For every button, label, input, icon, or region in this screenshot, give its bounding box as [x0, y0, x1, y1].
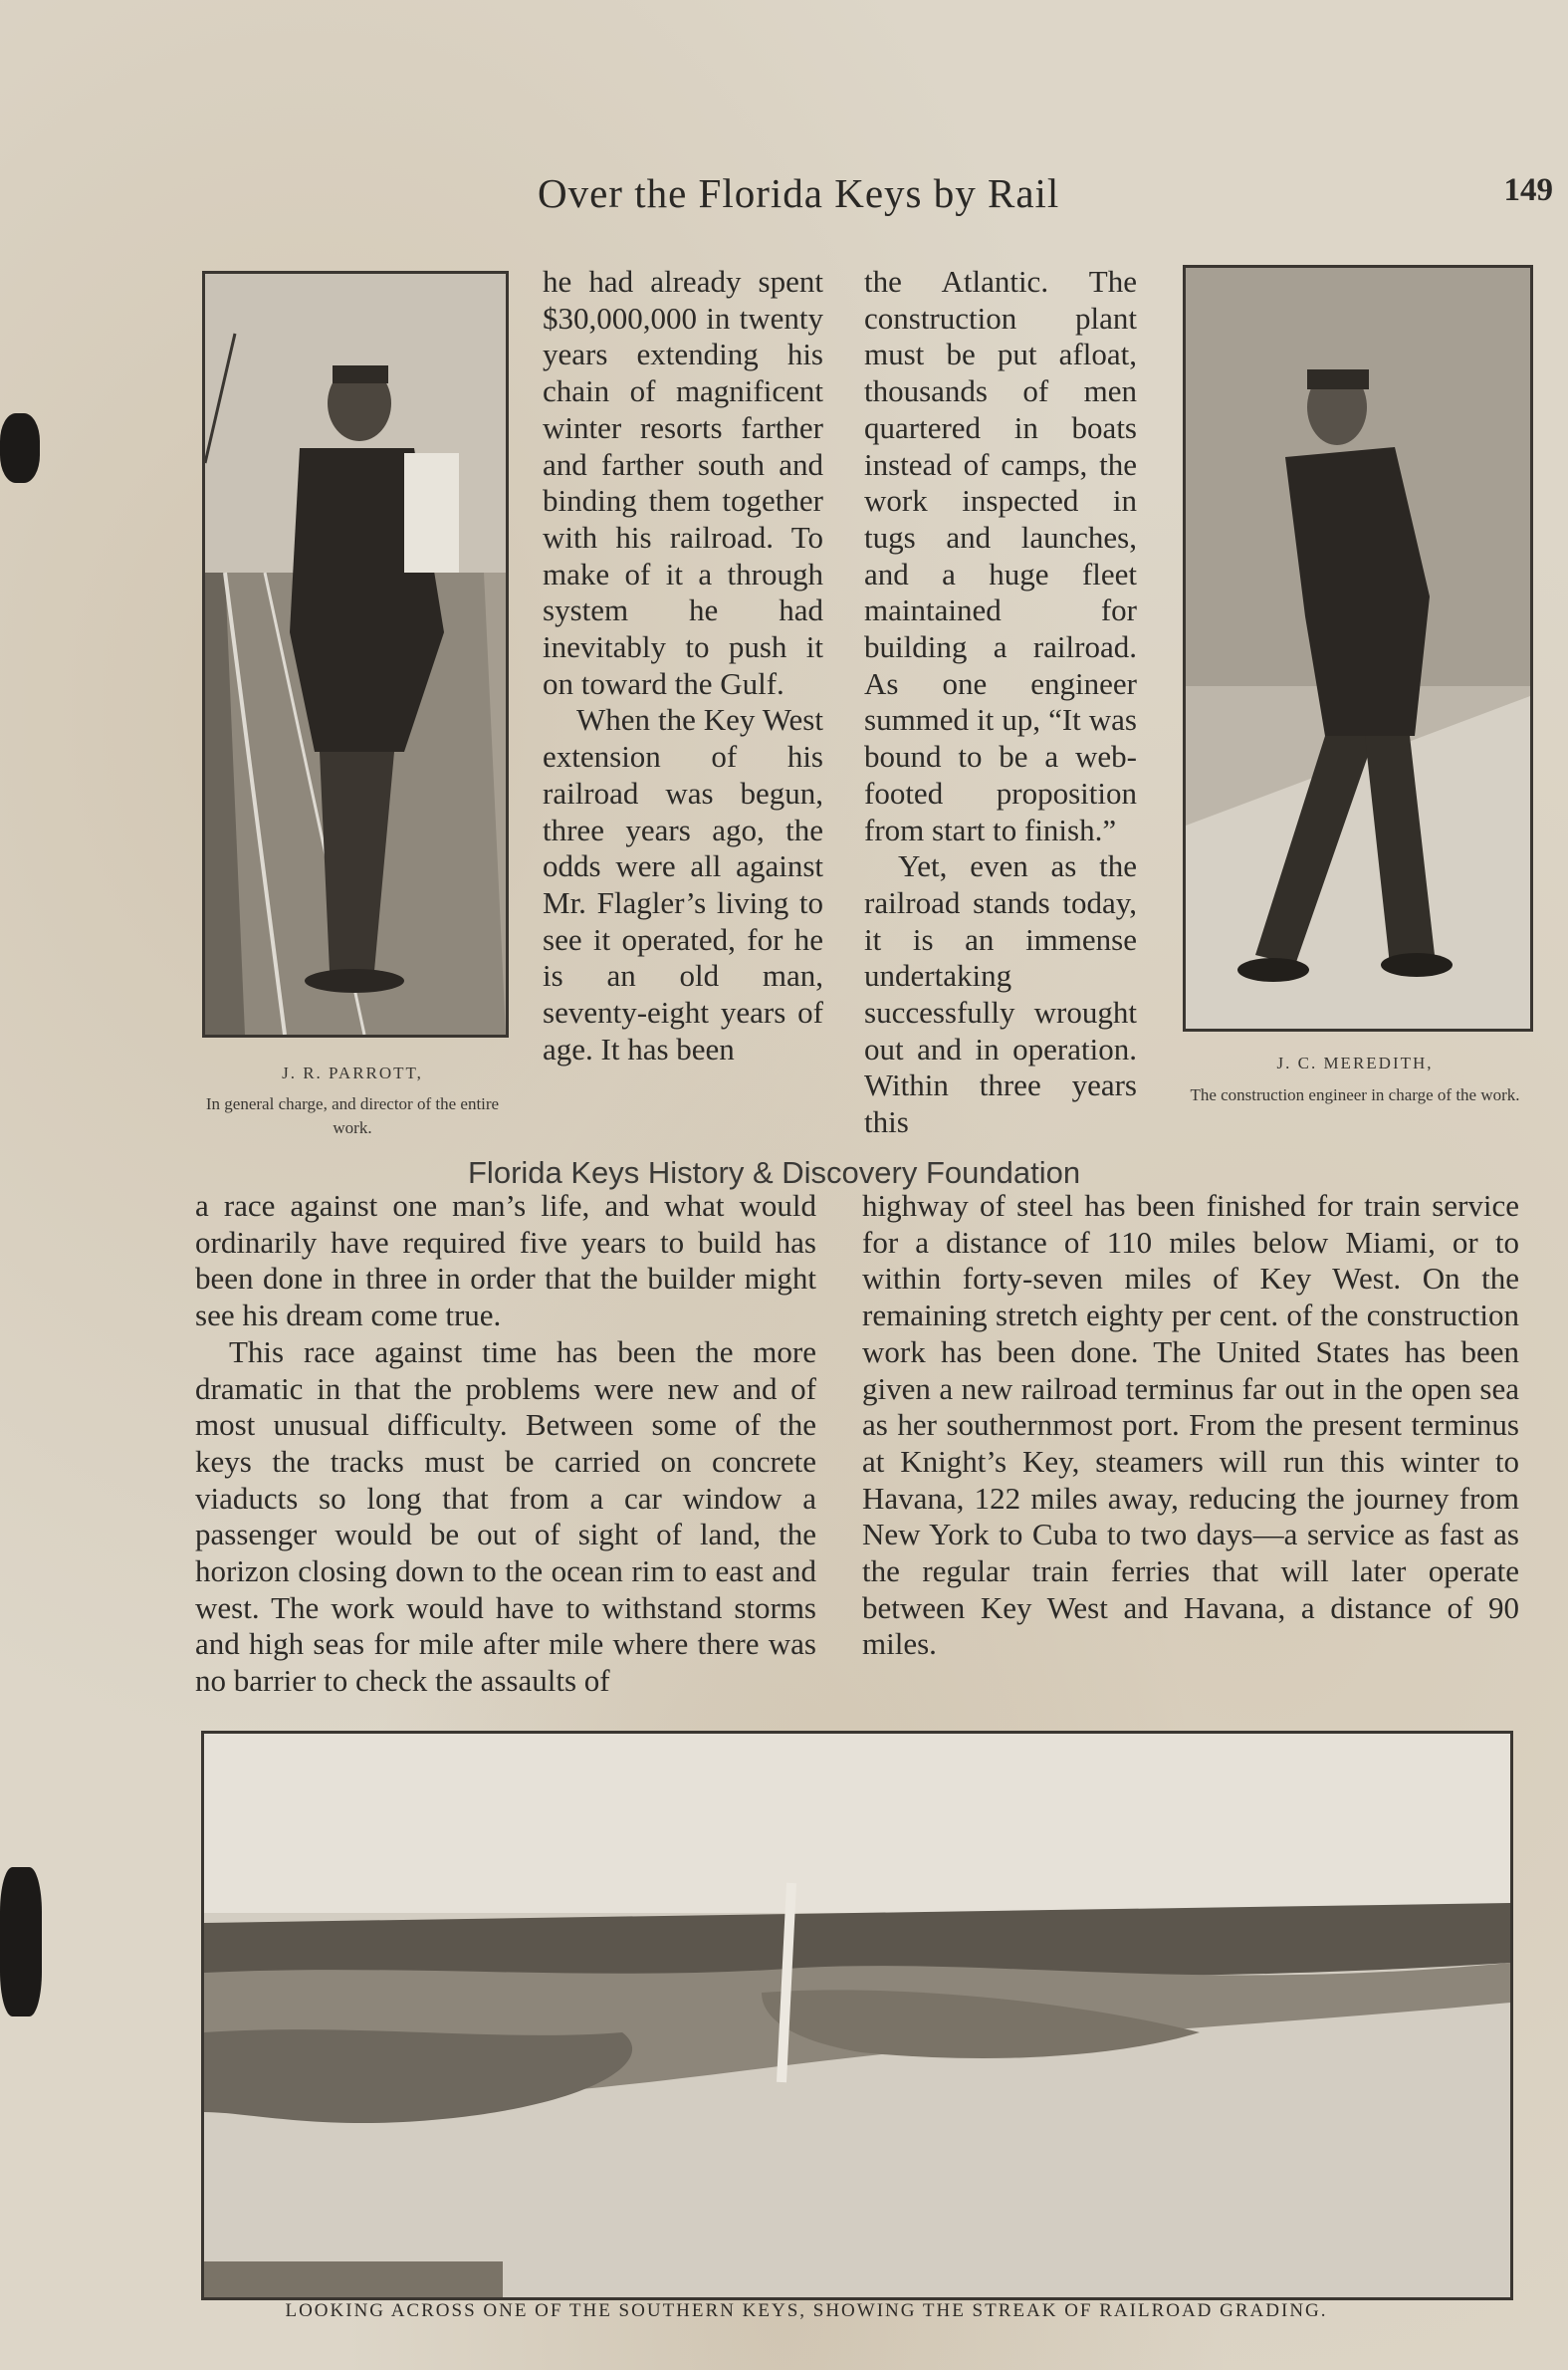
column-top-right: [864, 264, 1137, 1141]
paragraph: a race against one man’s life, and what would ordinarily have required five years to build has been done in three in order that the builder might see his dream come true.: [195, 1188, 816, 1333]
photo-meredith: [1183, 265, 1533, 1032]
caption-parrott-description: In general charge, and director of the entire work.: [205, 1094, 500, 1137]
paragraph: the Atlantic. The construction plant must be put afloat, thousands of men quartered in boats instead of camps, the work inspected in tugs and launches, and a huge fleet maintained for building a railroad. As one engineer summed it up, “It was bound to be a web-footed proposition from start to finish.”: [864, 264, 1137, 847]
paragraph: he had already spent $30,000,000 in twenty years extending his chain of magnificent winter resorts farther and farther south and binding them together with his railroad. To make of it a through system he had inevitably to push it on toward the Gulf.: [543, 264, 823, 701]
paragraph: This race against time has been the more dramatic in that the problems were new and of most unusual difficulty. Between some of the keys the tracks must be carried on concrete viaducts so long that from a car window a passenger would be out of sight of land, the horizon closing down to the ocean rim to east and west. The work would have to withstand storms and high seas for mile after mile where there was no barrier to check the assaults of: [195, 1333, 816, 1699]
photo-southern-keys: [201, 1731, 1513, 2300]
caption-parrott-name: J. R. PARROTT,: [282, 1064, 423, 1082]
photo-parrott: [202, 271, 509, 1038]
caption-southern-keys: LOOKING ACROSS ONE OF THE SOUTHERN KEYS, SHOWING THE STREAK OF RAILROAD GRADING.: [285, 2300, 1328, 2321]
caption-meredith-name: J. C. MEREDITH,: [1276, 1054, 1434, 1072]
caption-meredith-description: The construction engineer in charge of the work.: [1190, 1085, 1520, 1104]
watermark: Florida Keys History & Discovery Foundation: [468, 1155, 1081, 1190]
binding-hole-bottom: [0, 1867, 42, 2016]
running-head: Over the Florida Keys by Rail: [538, 170, 1060, 216]
column-bottom-left: [195, 1188, 816, 1700]
column-bottom-right: [862, 1188, 1519, 1663]
paragraph: Yet, even as the railroad stands today, it is an immense undertaking successfully wrought out and in operation. Within three years this: [864, 848, 1137, 1140]
column-top-left: [543, 264, 823, 1067]
binding-hole-top: [0, 413, 40, 483]
paragraph: highway of steel has been finished for train service for a distance of 110 miles below Miami, or to within forty-seven miles of Key West. On the remaining stretch eighty per cent. of the construction work has been done. The United States has been given a new railroad terminus far out in the open sea as her southernmost port. From the present terminus at Knight’s Key, steamers will run this winter to Havana, 122 miles away, reducing the journey from New York to Cuba to two days—a service as fast as the regular train ferries that will later operate between Key West and Havana, a distance of 90 miles.: [862, 1188, 1519, 1662]
page-number: 149: [1503, 172, 1553, 208]
paragraph: When the Key West extension of his railroad was begun, three years ago, the odds were all against Mr. Flagler’s living to see it operated, for he is an old man, seventy-eight years of age. It has been: [543, 702, 823, 1066]
